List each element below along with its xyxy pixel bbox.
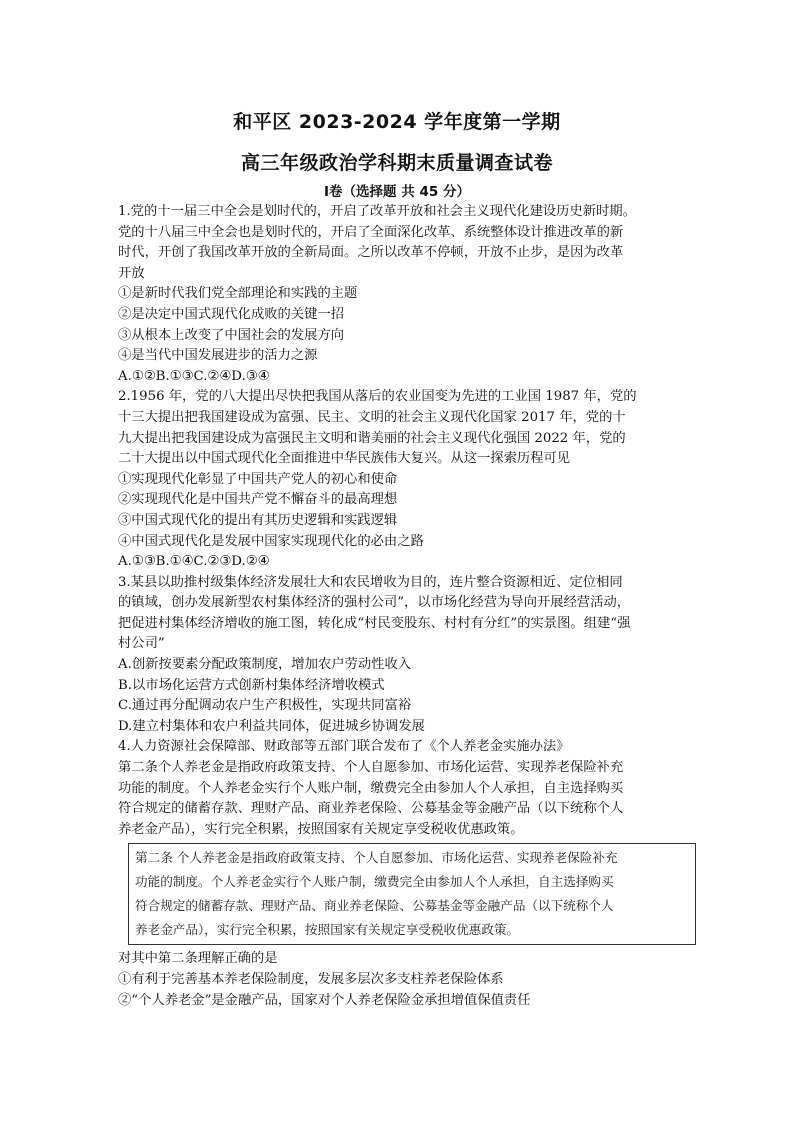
q1-item: ①是新时代我们党全部理论和实践的主题: [118, 286, 358, 302]
exam-body: [118, 202, 694, 1011]
q2-stem-line: 2.1956 年，党的八大提出尽快把我国从落后的农业国变为先进的工业国 1987 年，党的: [118, 389, 637, 405]
q3-option: B.以市场化运营方式创新村集体经济增收模式: [118, 677, 385, 693]
article-quote-box: [128, 843, 696, 945]
q1-item: ②是决定中国式现代化成败的关键一招: [118, 306, 345, 322]
q4-prompt: 对其中第二条理解正确的是: [118, 951, 278, 967]
q4-stem-line: 符合规定的储蓄存款、理财产品、商业养老保险、公募基金等金融产品（以下统称个人: [118, 801, 624, 817]
q3-option: D.建立村集体和农户利益共同体，促进城乡协调发展: [118, 718, 425, 734]
q2-stem-line: 十三大提出把我国建设成为富强、民主、文明的社会主义现代化国家 2017 年，党的十: [118, 409, 626, 425]
q2-item: ①实现现代化彰显了中国共产党人的初心和使命: [118, 471, 398, 487]
q3-option: A.创新按要素分配政策制度，增加农户劳动性收入: [118, 657, 412, 673]
quote-line: 符合规定的储蓄存款、理财产品、商业养老保险、公募基金等金融产品（以下统称个人: [135, 898, 614, 914]
q1-stem-line: 党的十八届三中全会也是划时代的，开启了全面深化改革、系统整体设计推进改革的新: [118, 224, 624, 240]
q3-stem-line: 把促进村集体经济增收的施工图，转化成“村民变股东、村村有分红”的实景图。组建“强: [118, 615, 631, 631]
q4-stem-line: 养老金产品），实行完全积累，按照国家有关规定享受税收优惠政策。: [118, 821, 524, 837]
q4-stem-line: 第二条个人养老金是指政府政策支持、个人自愿参加、市场化运营、实现养老保险补充: [118, 760, 624, 776]
q3-option: C.通过再分配调动农户生产积极性，实现共同富裕: [118, 698, 412, 714]
q3-stem-line: 3.某县以助推村级集体经济发展壮大和农民增收为目的，连片整合资源相近、定位相同: [118, 574, 623, 590]
q1-item: ③从根本上改变了中国社会的发展方向: [118, 327, 345, 343]
q2-options: A.①③B.①④C.②③D.②④: [118, 554, 270, 570]
q4-item: ①有利于完善基本养老保险制度，发展多层次多支柱养老保险体系: [118, 972, 504, 987]
q2-stem-line: 九大提出把我国建设成为富强民主文明和谐美丽的社会主义现代化强国 2022 年，党的: [118, 430, 626, 446]
q1-stem-line: 1.党的十一届三中全会是划时代的，开启了改革开放和社会主义现代化建设历史新时期。: [118, 204, 636, 219]
quote-line: 养老金产品），实行完全积累，按照国家有关规定享受税收优惠政策。: [135, 922, 520, 938]
quote-line: 功能的制度。个人养老金实行个人账户制，缴费完全由参加人个人承担，自主选择购买: [135, 874, 614, 890]
q2-item: ③中国式现代化的提出有其历史逻辑和实践逻辑: [118, 512, 398, 528]
exam-title-line2: 高三年级政治学科期末质量调查试卷: [240, 152, 553, 174]
q2-item: ②实现现代化是中国共产党不懈奋斗的最高理想: [118, 492, 398, 508]
q1-stem-line: 时代，开创了我国改革开放的全新局面。之所以改革不停顿，开放不止步，是因为改革: [118, 245, 624, 261]
quote-line: 第二条 个人养老金是指政府政策支持、个人自愿参加、市场化运营、实现养老保险补充: [135, 850, 618, 866]
q2-item: ④中国式现代化是发展中国家实现现代化的必由之路: [118, 533, 424, 549]
q3-stem-line: 的镇域，创办发展新型农村集体经济的强村公司”，以市场化经营为导向开展经营活动，: [118, 595, 631, 611]
q3-stem-line: 村公司”: [118, 636, 165, 652]
q4-stem-line: 功能的制度。个人养老金实行个人账户制，缴费完全由参加人个人承担，自主选择购买: [118, 780, 624, 796]
q4-stem-line: 4.人力资源社会保障部、财政部等五部门联合发布了《个人养老金实施办法》: [118, 739, 570, 755]
q1-item: ④是当代中国发展进步的活力之源: [118, 348, 318, 364]
q1-options: A.①②B.①③C.②④D.③④: [118, 368, 270, 384]
section-heading: Ⅰ卷（选择题 共 45 分）: [324, 184, 470, 200]
q2-stem-line: 二十大提出以中国式现代化全面推进中华民族伟大复兴。从这一探索历程可见: [118, 451, 571, 467]
q1-stem-line: 开放: [118, 265, 145, 281]
exam-title-line1: 和平区 2023-2024 学年度第一学期: [233, 111, 561, 133]
q4-item: ②“个人养老金”是金融产品，国家对个人养老保险金承担增值保值责任: [118, 992, 531, 1008]
